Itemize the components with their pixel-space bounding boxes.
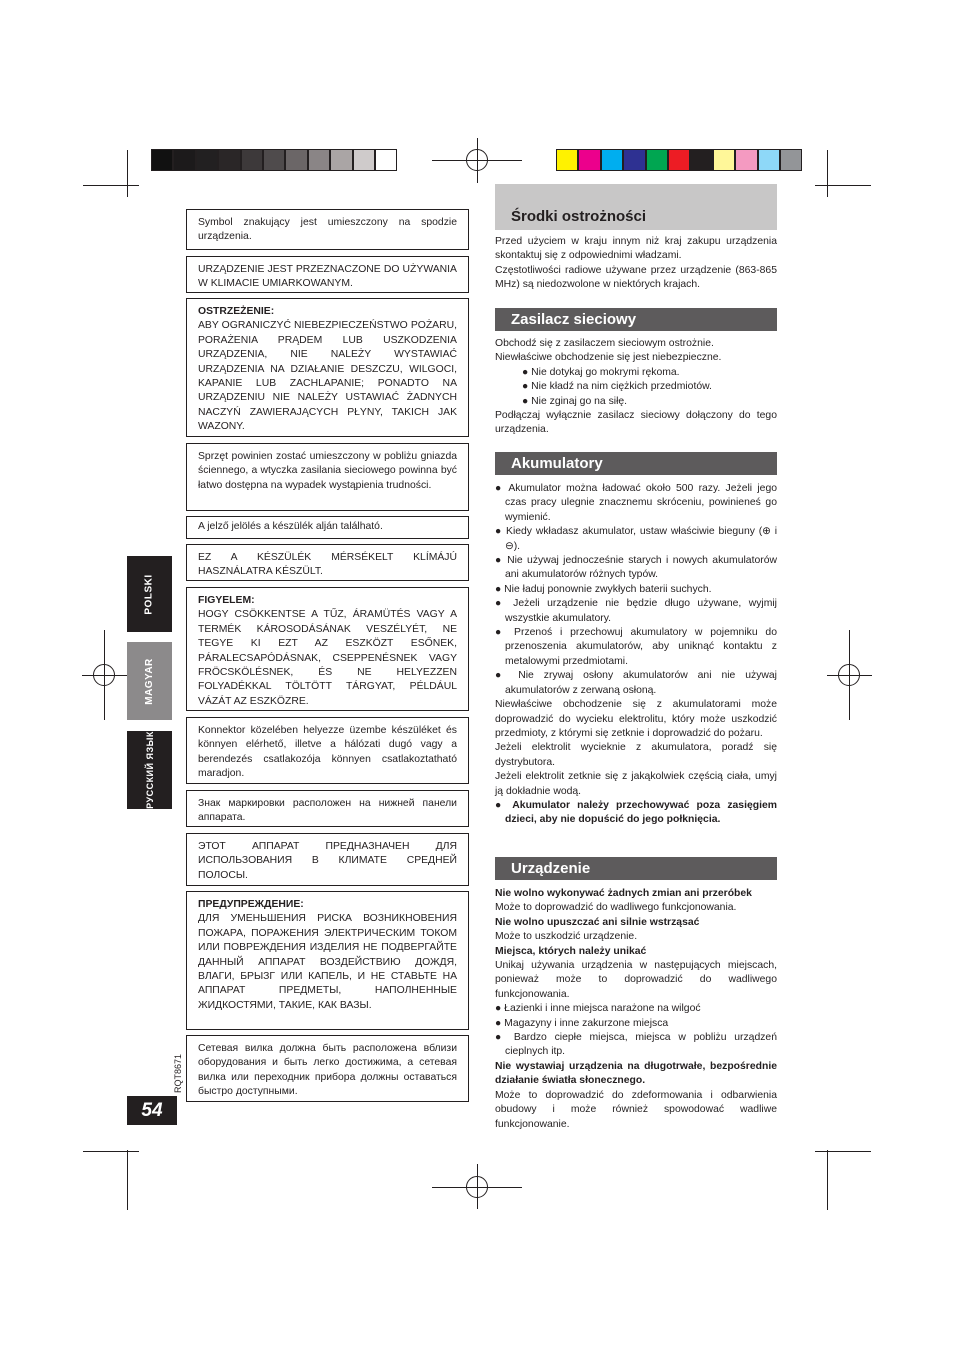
list-item: ● Nie zginaj go na siłę. (522, 395, 628, 407)
crop-mark (83, 1151, 139, 1152)
warning-box-hu: FIGYELEM: HOGY CSÖKKENTSE A TŰZ, ÁRAMÜTÉS VAGY A TERMÉK KÁROSODÁSÁNAK VESZÉLYÉT, NE TEGYE KI EZT AZ ESZKÖZT ESŐNEK, PÁRALECSAPÓDÁSNAK, CSEPPENÉSNEK VAGY FRÖCSKÖLÉSNEK, ÉS NE HELYEZZEN FOLYADÉKKAL TÖLTÖTT TÁRGYAT, PÉLDÁUL VÁZÁT AZ ESZKÖZRE. (186, 587, 469, 711)
gray-swatch (353, 149, 375, 171)
list-item: ● Jeżeli urządzenie nie będzie długo używane, wyjmij wszystkie akumulatory. (495, 598, 777, 624)
color-swatch (578, 149, 600, 171)
notice-box-plug-ru: Сетевая вилка должна быть расположена вблизи оборудования и быть легко достижима, а сетевая вилка или переходник прибора должны оставаться быстро доступными. (186, 1035, 469, 1102)
gray-swatch (173, 149, 195, 171)
color-swatch (713, 149, 735, 171)
process-color-bar (556, 149, 802, 171)
list-item: ● Nie zrywaj osłony akumulatorów ani nie używaj akumulatorów z zerwaną osłoną. (495, 670, 777, 696)
crop-mark (815, 1151, 871, 1152)
notice-box-symbol-hu: A jelző jelölés a készülék alján található. (186, 516, 469, 539)
gray-swatch (241, 149, 263, 171)
crop-mark (827, 150, 828, 197)
gray-swatch (218, 149, 240, 171)
list-item: ● Nie dotykaj go mokrymi rękoma. (522, 366, 680, 378)
notice-box-plug-pl: Sprzęt powinien zostać umieszczony w pobliżu gniazda ściennego, a wtyczka zasilania sieciowego powinna być łatwo dostępna na wypadek wystąpienia trudności. (186, 443, 469, 511)
page-number: 54 (127, 1096, 177, 1125)
gray-swatch (196, 149, 218, 171)
crop-mark (127, 150, 128, 197)
gray-swatch (263, 149, 285, 171)
list-item: ● Bardzo ciepłe miejsca, miejsca w pobliżu urządzeń cieplnych itp. (495, 1032, 777, 1058)
list-item: ● Nie kładź na nim ciężkich przedmiotów. (522, 381, 712, 393)
section-heading-batteries: Akumulatory (495, 452, 777, 475)
crop-mark (83, 185, 139, 186)
warning-box-ru: ПРЕДУПРЕЖДЕНИЕ: ДЛЯ УМЕНЬШЕНИЯ РИСКА ВОЗНИКНОВЕНИЯ ПОЖАРА, ПОРАЖЕНИЯ ЭЛЕКТРИЧЕСКИМ ТОКОМ ИЛИ ПОВРЕЖДЕНИЯ ИЗДЕЛИЯ НЕ ПОДВЕРГАЙТЕ ДАННЫЙ АППАРАТ ВОЗДЕЙСТВИЮ ДОЖДЯ, ВЛАГИ, БРЫЗГ ИЛИ КАПЕЛЬ, И НЕ СТАВЬТЕ НА АППАРАТ ПРЕДМЕТЫ, НАПОЛНЕННЫЕ ЖИДКОСТЯМИ, ТАКИЕ, КАК ВАЗЫ. (186, 891, 469, 1030)
notice-box-plug-hu: Konnektor közelében helyezze üzembe készüléket és könnyen elérhető, illetve a hálózati dugó vagy a berendezés csatlakozója könnyen csatlakoztatható maradjon. (186, 717, 469, 784)
list-item: ● Akumulator można ładować około 500 razy. Jeżeli jego czas pracy ulegnie znacznemu skróceniu, powinieneś go wymienić. (495, 483, 778, 523)
notice-box-symbol-pl: Symbol znakujący jest umieszczony na spodzie urządzenia. (186, 209, 469, 250)
color-swatch (556, 149, 578, 171)
gray-swatch (375, 149, 397, 171)
list-item: ● Łazienki i inne miejsca narażone na wilgoć (495, 1003, 701, 1015)
section-device: Nie wolno wykonywać żadnych zmian ani przeróbek Może to doprowadzić do wadliwego funkcjonowania. Nie wolno upuszczać ani silnie wstrząsać Może to uszkodzić urządzenie. Miejsca, których należy unikać Unikaj używania urządzenia w następujących miejscach, ponieważ może to doprowadzić do wadliwego funkcjonowania. ● Łazienki i inne miejsca narażone na wilgoć ● Magazyny i inne zakurzone miejsca ● Bardzo ciepłe miejsca, miejsca w pobliżu urządzeń cieplnych itp. Nie wystawiaj urządzenia na długotrwałe, bezpośrednie działanie światła słonecznego. Może to doprowadzić do zdeformowania i odbarwienia obudowy i może również spowodować wadliwe funkcjonowanie. (495, 888, 777, 1130)
list-item: ● Kiedy wkładasz akumulator, ustaw właściwie bieguny (⊕ i ⊖). (495, 526, 778, 552)
color-swatch (668, 149, 690, 171)
color-swatch (623, 149, 645, 171)
section-heading-device: Urządzenie (495, 857, 777, 880)
section-ac-adaptor: Obchodź się z zasilaczem sieciowym ostrożnie. Niewłaściwe obchodzenie się jest niebezpieczne. ● Nie dotykaj go mokrymi rękoma. ● Nie kładź na nim ciężkich przedmiotów. ● Nie zginaj go na siłę. Podłączaj wyłącznie zasilacz sieciowy dołączony do tego urządzenia. (495, 338, 777, 436)
section-batteries: ● Akumulator można ładować około 500 razy. Jeżeli jego czas pracy ulegnie znacznemu skróceniu, powinieneś go wymienić. ● Kiedy wkładasz akumulator, ustaw właściwie bieguny (⊕ i ⊖). ● Nie używaj jednocześnie starych i nowych akumulatorów ani akumulatorów różnych typów. ● Nie ładuj ponownie zwykłych baterii suchych. ● Jeżeli urządzenie nie będzie długo używane, wyjmij wszystkie akumulatory. ● Przenoś i przechowuj akumulatory w pojemniku do przenoszenia akumulatorów, aby uniknąć kontaktu z metalowymi przedmiotami. ● Nie zrywaj osłony akumulatorów ani nie używaj akumulatorów z zerwaną osłoną. Niewłaściwe obchodzenie się z akumulatorami może doprowadzić do wycieku elektrolitu, który może uszkodzić przedmioty, z którymi się zetknie i doprowadzić do pożaru. Jeżeli elektrolit wycieknie z akumulatora, poradź się dystrybutora. Jeżeli elektrolit zetknie się z jakąkolwiek częścią ciała, umyj ją dokładnie wodą. ● Akumulator należy przechowywać poza zasięgiem dzieci, aby nie dopuścić do jego połknięcia. (495, 482, 777, 828)
color-swatch (735, 149, 757, 171)
color-swatch (758, 149, 780, 171)
notice-box-climate-ru: ЭТОТ АППАРАТ ПРЕДНАЗНАЧЕН ДЛЯ ИСПОЛЬЗОВАНИЯ В КЛИМАТЕ СРЕДНЕЙ ПОЛОСЫ. (186, 833, 469, 886)
gray-swatch (151, 149, 173, 171)
crop-mark (815, 185, 871, 186)
grayscale-color-bar (151, 149, 397, 171)
gray-swatch (308, 149, 330, 171)
intro-text: Przed użyciem w kraju innym niż kraj zakupu urządzenia skontaktuj się z odpowiednimi władzami. Częstotliwości radiowe używane przez urządzenie (863-865 MHz) są niedozwolone w niektórych krajach. (495, 236, 777, 291)
gray-swatch (285, 149, 307, 171)
crop-mark (127, 1150, 128, 1210)
list-item: ● Nie używaj jednocześnie starych i nowych akumulatorów ani akumulatorów różnych typów. (495, 555, 777, 581)
color-swatch (601, 149, 623, 171)
warning-box-pl: OSTRZEŻENIE: ABY OGRANICZYĆ NIEBEZPIECZEŃSTWO POŻARU, PORAŻENIA PRĄDEM LUB USZKODZENIA URZĄDZENIA, NIE NALEŻY WYSTAWIAĆ URZĄDZENIA NA DZIAŁANIE DESZCZU, WILGOCI, KAPANIE LUB ZACHLAPANIE; PONADTO NA URZĄDZENIU NIE NALEŻY USTAWIAĆ ŻADNYCH NACZYŃ ZAWIERAJĄCYCH PŁYNY, TAKICH JAK WAZONY. (186, 298, 469, 437)
notice-box-climate-pl: URZĄDZENIE JEST PRZEZNACZONE DO UŻYWANIA W KLIMACIE UMIARKOWANYM. (186, 256, 469, 293)
notice-box-climate-hu: EZ A KÉSZÜLÉK MÉRSÉKELT KLÍMÁJÚ HASZNÁLATRA KÉSZÜLT. (186, 544, 469, 581)
document-id: RQT8671 (173, 1053, 183, 1093)
list-item: ● Magazyny i inne zakurzone miejsca (495, 1017, 669, 1029)
page-title: Środki ostrożności (495, 184, 777, 230)
crop-mark (827, 1150, 828, 1210)
section-heading-ac-adaptor: Zasilacz sieciowy (495, 308, 777, 331)
color-swatch (690, 149, 712, 171)
list-item: ● Akumulator należy przechowywać poza zasięgiem dzieci, aby nie dopuścić do jego połknięcia. (495, 799, 777, 826)
color-swatch (646, 149, 668, 171)
tab-russian: РУССКИЙ ЯЗЫК (127, 731, 172, 809)
tab-polski: POLSKI (127, 556, 172, 632)
notice-box-symbol-ru: Знак маркировки расположен на нижней панели аппарата. (186, 790, 469, 827)
list-item: ● Przenoś i przechowuj akumulatory w pojemniku do przenoszenia akumulatorów, aby uniknąć kontaktu z metalowymi przedmiotami. (495, 627, 777, 667)
list-item: ● Nie ładuj ponownie zwykłych baterii suchych. (495, 583, 712, 595)
gray-swatch (330, 149, 352, 171)
tab-magyar: MAGYAR (127, 642, 172, 720)
color-swatch (780, 149, 802, 171)
